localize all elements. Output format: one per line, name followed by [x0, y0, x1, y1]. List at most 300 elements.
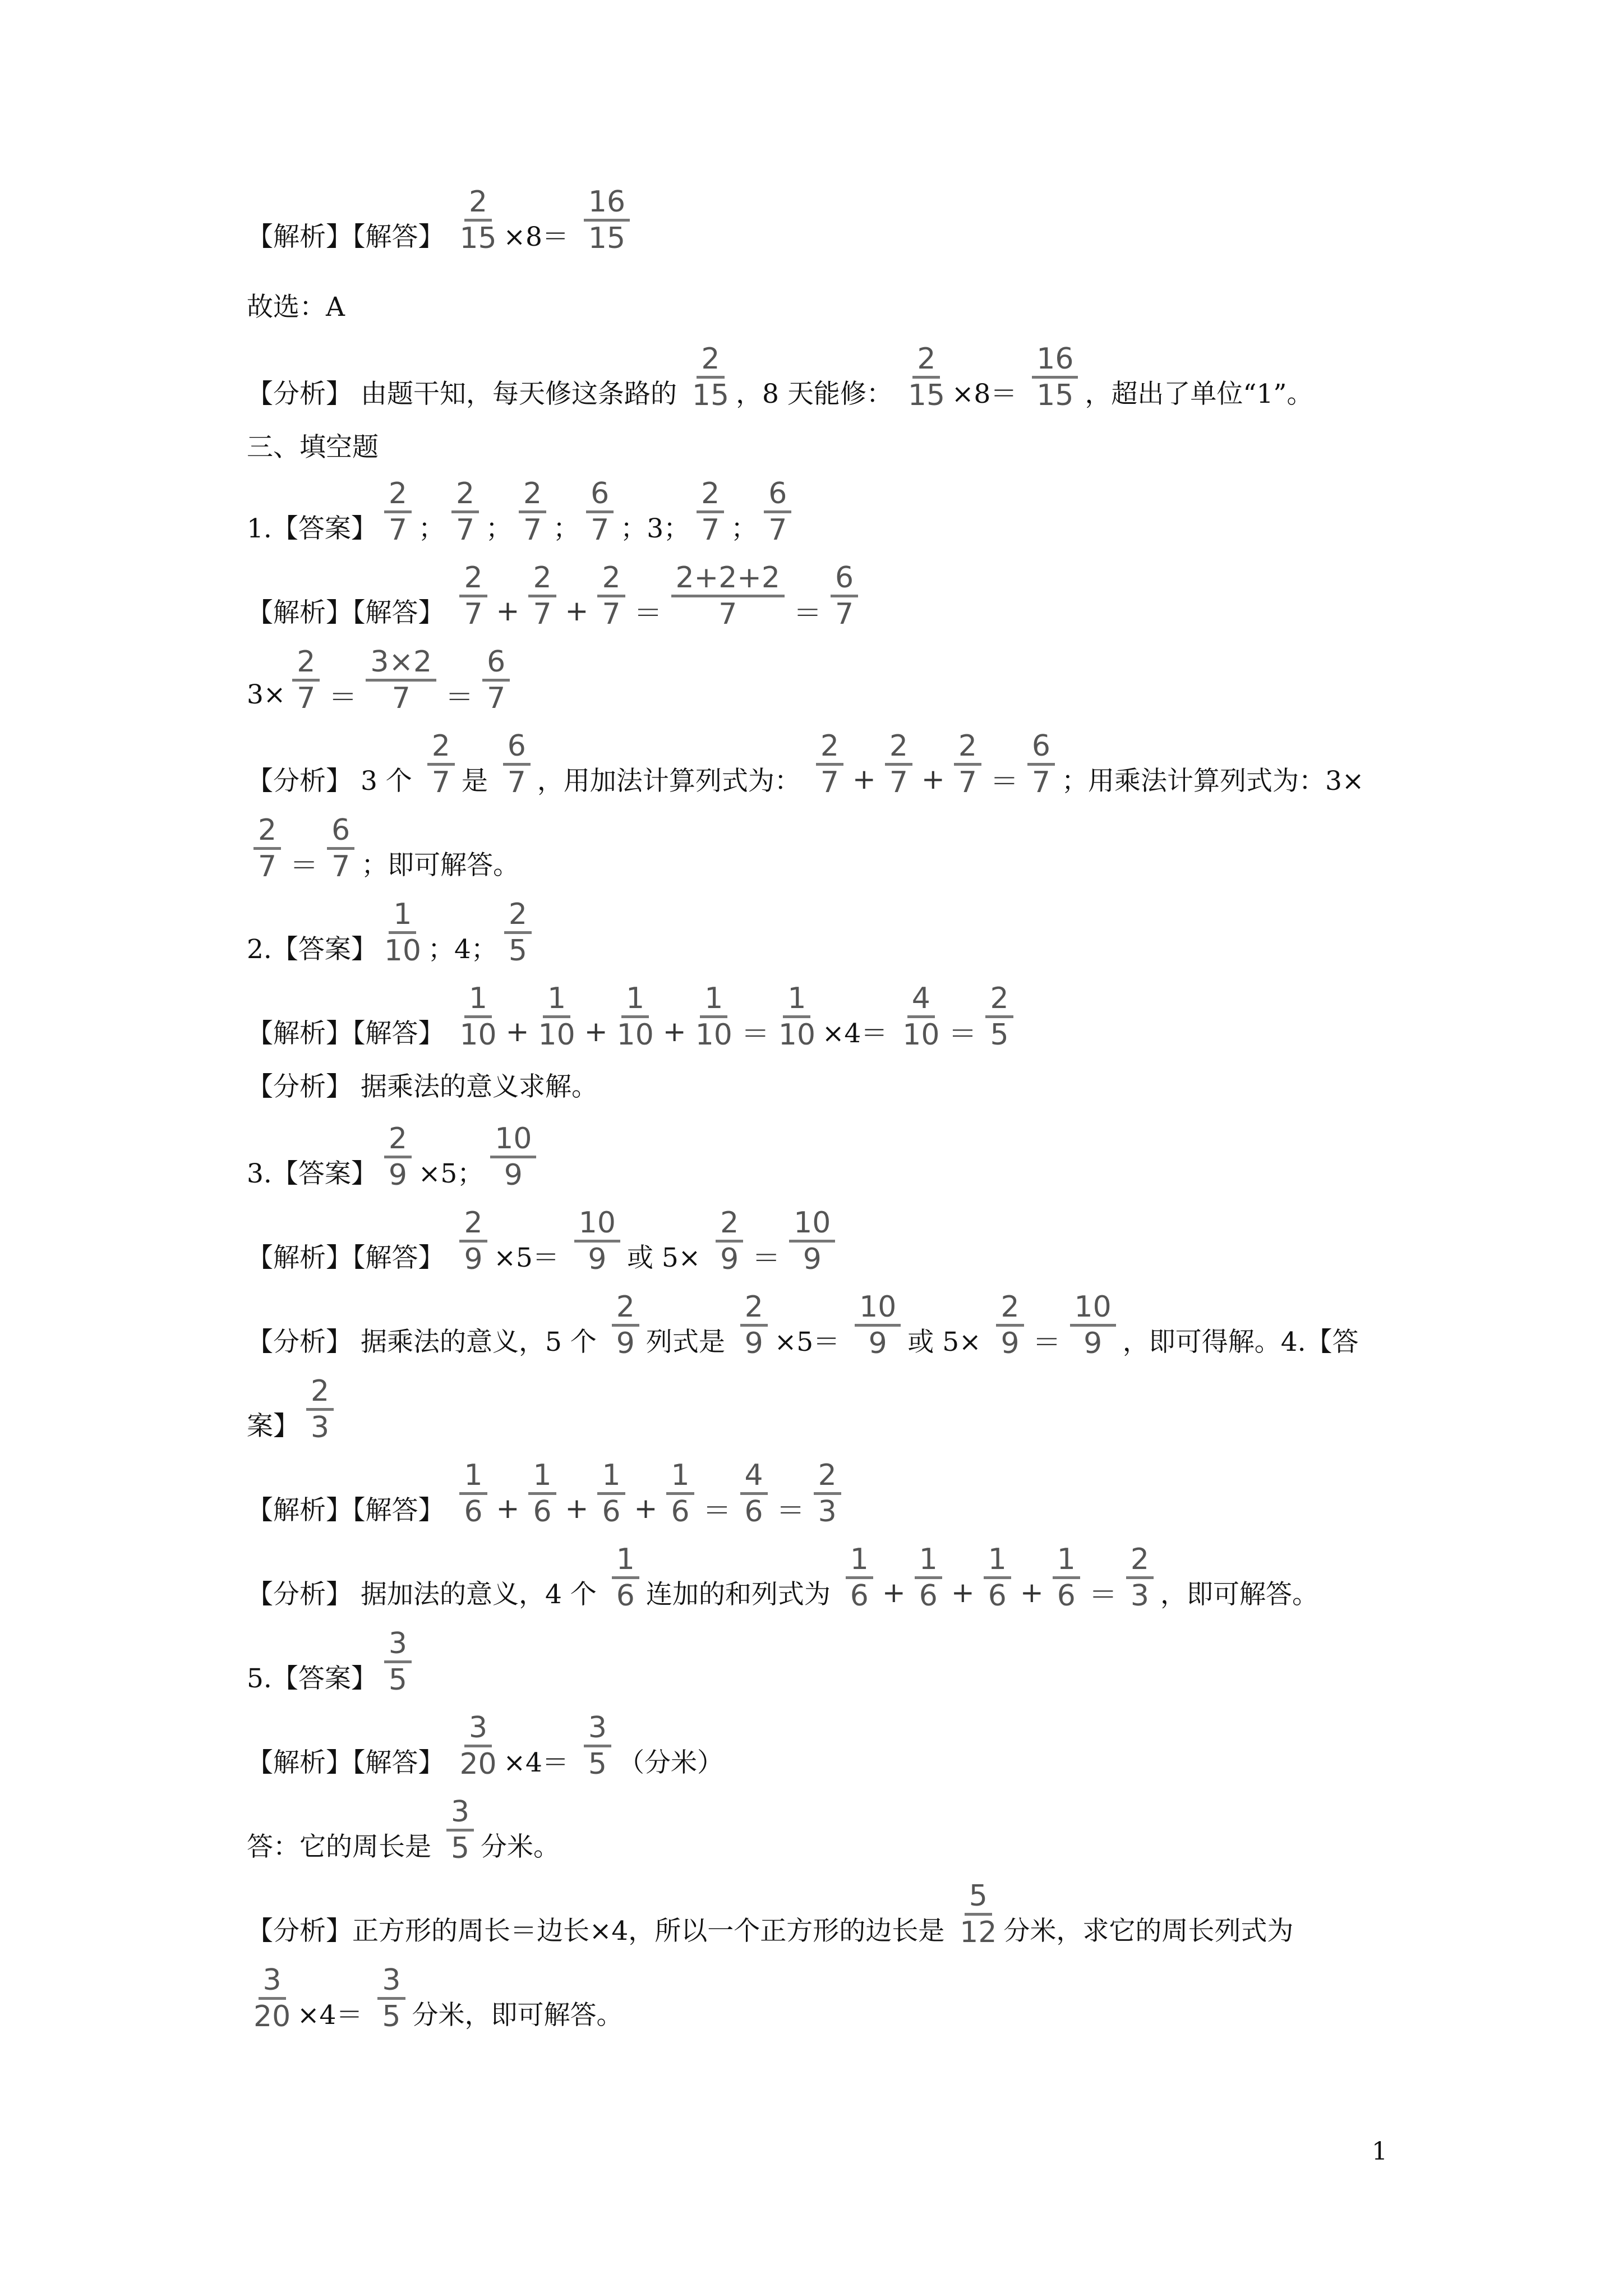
- math-operator: +: [565, 1492, 589, 1525]
- text-line: [247, 1290, 1399, 1373]
- fraction: [666, 1458, 694, 1529]
- fraction-numerator: 1: [666, 1461, 694, 1495]
- fraction-denominator: 5: [450, 1832, 470, 1865]
- fraction: [306, 1374, 334, 1444]
- fraction: [885, 731, 912, 797]
- fraction: [697, 479, 724, 545]
- fraction: [519, 479, 546, 545]
- fraction-numerator: 10: [855, 1292, 901, 1327]
- fraction-numerator: 6: [586, 479, 614, 513]
- math-operator: +: [496, 1492, 520, 1525]
- fraction-numerator: 2: [1126, 1545, 1154, 1579]
- fraction-denominator: 7: [258, 850, 277, 884]
- text-line: [247, 1122, 1399, 1204]
- fraction-numerator: 2: [459, 1208, 487, 1243]
- fraction-denominator: 9: [388, 1158, 407, 1192]
- fraction-numerator: 1: [597, 1461, 625, 1495]
- fraction: [459, 563, 487, 629]
- fraction-numerator: 1: [700, 984, 727, 1018]
- fraction-numerator: 1: [543, 984, 570, 1018]
- text-segment: ×4＝: [297, 2000, 371, 2031]
- fraction-denominator: 6: [533, 1495, 552, 1529]
- fraction-numerator: 2: [954, 731, 981, 766]
- fraction-numerator: 2: [697, 344, 724, 379]
- text-segment: 分米，即可解答。: [412, 2000, 623, 2031]
- fraction-numerator: 3: [384, 1629, 412, 1663]
- fraction: [253, 1963, 291, 2033]
- fraction-numerator: 2: [885, 731, 912, 766]
- fraction-denominator: 5: [990, 1018, 1009, 1052]
- fraction-denominator: 7: [297, 682, 316, 715]
- math-operator: +: [584, 1015, 608, 1048]
- text-segment: 3×: [247, 679, 286, 710]
- fraction-numerator: 2: [519, 479, 546, 513]
- fraction: [459, 187, 496, 253]
- fraction-numerator: 2: [528, 563, 556, 597]
- fraction-denominator: 7: [523, 513, 542, 547]
- text-segment: ；3；: [620, 513, 690, 544]
- fraction-numerator: 1: [846, 1545, 873, 1579]
- fraction: [292, 647, 320, 713]
- fraction-numerator: 1: [528, 1461, 556, 1495]
- fraction-denominator: 15: [1036, 379, 1074, 412]
- fraction-numerator: 2: [292, 647, 320, 682]
- fraction-denominator: 7: [507, 766, 526, 799]
- math-operator: ＝: [1032, 1326, 1061, 1359]
- math-operator: ＝: [990, 765, 1018, 798]
- fraction-numerator: 2: [306, 1377, 334, 1411]
- text-line: [247, 185, 1399, 268]
- text-segment: 答：它的周长是: [247, 1832, 440, 1862]
- fraction-numerator: 3: [464, 1713, 492, 1747]
- text-line: [247, 342, 1399, 425]
- fraction-denominator: 9: [464, 1243, 483, 1276]
- fraction: [253, 813, 281, 884]
- fraction-denominator: 7: [958, 766, 977, 799]
- fraction: [584, 1713, 611, 1779]
- fraction-denominator: 10: [902, 1018, 940, 1052]
- fraction-numerator: 1: [915, 1545, 942, 1579]
- text-segment: ，超出了单位“1”。: [1085, 379, 1313, 409]
- fraction-numerator: 16: [584, 187, 630, 222]
- text-segment: 【解析】【解答】: [247, 1495, 453, 1526]
- text-segment: ；: [731, 513, 758, 544]
- fraction: [814, 1458, 841, 1529]
- text-line: [247, 477, 1399, 559]
- math-operator: +: [852, 762, 876, 795]
- fraction-denominator: 15: [459, 222, 497, 255]
- fraction: [384, 898, 422, 968]
- fraction-denominator: 6: [850, 1579, 869, 1613]
- fraction-numerator: 2: [985, 984, 1013, 1018]
- fraction: [1032, 344, 1078, 410]
- text-segment: 连加的和列式为: [645, 1579, 839, 1610]
- fraction-numerator: 10: [789, 1208, 835, 1243]
- text-segment: 3.【答案】: [247, 1158, 377, 1189]
- fraction-denominator: 9: [504, 1158, 523, 1192]
- fraction-denominator: 10: [695, 1018, 732, 1052]
- fraction: [446, 1797, 474, 1863]
- text-line: [247, 1374, 1399, 1457]
- fraction-denominator: 15: [588, 222, 626, 255]
- math-operator: ＝: [948, 1017, 977, 1050]
- fraction-numerator: 2: [597, 563, 625, 597]
- fraction-denominator: 7: [718, 597, 737, 631]
- text-line: [247, 898, 1399, 980]
- fraction-denominator: 7: [455, 513, 475, 547]
- text-segment: ，即可得解。4.【答: [1122, 1327, 1359, 1358]
- fraction: [459, 1713, 496, 1779]
- fraction-denominator: 10: [616, 1018, 654, 1052]
- text-segment: 【分析】正方形的周长＝边长×4，所以一个正方形的边长是: [247, 1916, 953, 1947]
- fraction-denominator: 6: [919, 1579, 938, 1613]
- fraction-numerator: 1: [459, 1461, 487, 1495]
- fraction-denominator: 7: [391, 682, 411, 715]
- fraction-denominator: 7: [701, 513, 720, 547]
- text-line: [247, 1711, 1399, 1793]
- math-operator: +: [505, 1015, 529, 1048]
- math-operator: +: [565, 594, 589, 627]
- fraction-numerator: 3×2: [366, 647, 436, 682]
- fraction: [427, 731, 455, 797]
- fraction-numerator: 2: [814, 1461, 841, 1495]
- text-segment: 【解析】【解答】: [247, 597, 453, 628]
- math-operator: ＝: [793, 596, 822, 629]
- fraction-numerator: 1: [1053, 1545, 1080, 1579]
- fraction-denominator: 15: [907, 379, 946, 412]
- math-operator: ＝: [290, 849, 319, 882]
- fraction-denominator: 9: [616, 1327, 635, 1360]
- fraction-numerator: 2: [253, 816, 281, 850]
- fraction-numerator: 4: [907, 984, 935, 1018]
- fraction-denominator: 7: [591, 513, 610, 547]
- text-segment: 1.【答案】: [247, 513, 377, 544]
- fraction: [612, 1292, 639, 1358]
- fraction-numerator: 6: [482, 647, 510, 682]
- fraction: [597, 1458, 625, 1529]
- text-line: [247, 286, 1399, 324]
- text-segment: 【解析】【解答】: [247, 1018, 453, 1049]
- fraction-numerator: 6: [764, 479, 791, 513]
- fraction-denominator: 3: [818, 1495, 837, 1529]
- fraction: [996, 1292, 1023, 1358]
- text-line: [247, 1795, 1399, 1878]
- fraction-numerator: 6: [503, 731, 531, 766]
- fraction-denominator: 5: [388, 1663, 407, 1697]
- text-segment: 或 5×: [907, 1327, 990, 1358]
- math-operator: +: [921, 762, 945, 795]
- fraction: [451, 479, 479, 545]
- text-segment: 故选：A: [247, 292, 345, 323]
- text-segment: 或 5×: [626, 1243, 709, 1273]
- math-operator: +: [662, 1015, 686, 1048]
- text-segment: ×5＝: [774, 1327, 849, 1358]
- fraction: [954, 731, 981, 797]
- text-segment: 【分析】 3 个: [247, 766, 421, 797]
- fraction-numerator: 6: [831, 563, 858, 597]
- math-operator: ＝: [741, 1017, 769, 1050]
- fraction: [327, 813, 354, 884]
- fraction-numerator: 10: [1070, 1292, 1116, 1327]
- fraction-denominator: 10: [778, 1018, 816, 1052]
- fraction-numerator: 3: [259, 1966, 286, 2000]
- text-segment: ×8＝: [952, 379, 1026, 409]
- text-line: [247, 813, 1399, 896]
- text-segment: 【分析】 据乘法的意义求解。: [247, 1071, 598, 1102]
- text-segment: 【解析】【解答】: [247, 222, 453, 252]
- math-operator: ＝: [752, 1241, 781, 1274]
- fraction: [584, 187, 630, 253]
- fraction-denominator: 6: [602, 1495, 621, 1529]
- fraction-numerator: 10: [574, 1208, 620, 1243]
- fraction-denominator: 7: [889, 766, 908, 799]
- fraction-denominator: 10: [538, 1018, 575, 1052]
- fraction: [692, 344, 729, 410]
- text-segment: 【分析】 据加法的意义，4 个: [247, 1579, 605, 1610]
- fraction-numerator: 4: [740, 1461, 768, 1495]
- fraction-numerator: 2+2+2: [671, 563, 785, 597]
- page-number: 1: [1372, 2137, 1387, 2166]
- text-segment: 【解析】【解答】: [247, 1747, 453, 1778]
- text-segment: ，即可解答。: [1160, 1579, 1318, 1610]
- fraction-denominator: 7: [820, 766, 839, 799]
- text-line: [247, 1066, 1399, 1103]
- fraction: [915, 1545, 942, 1611]
- fraction-denominator: 6: [616, 1579, 635, 1613]
- text-segment: ，用加法计算列式为：: [537, 766, 809, 797]
- fraction-numerator: 2: [504, 900, 532, 934]
- fraction-denominator: 15: [691, 379, 730, 412]
- fraction-denominator: 9: [868, 1327, 887, 1360]
- fraction-numerator: 3: [377, 1966, 405, 2000]
- fraction: [902, 984, 939, 1050]
- text-line: [247, 645, 1399, 728]
- fraction-numerator: 1: [612, 1545, 639, 1579]
- text-segment: 5.【答案】: [247, 1663, 377, 1694]
- fraction: [1070, 1292, 1116, 1358]
- fraction-denominator: 9: [1000, 1327, 1020, 1360]
- fraction: [695, 984, 732, 1050]
- fraction: [671, 563, 785, 629]
- fraction: [984, 1545, 1011, 1611]
- fraction: [538, 984, 575, 1050]
- text-segment: （分米）: [617, 1747, 723, 1778]
- text-line: [247, 729, 1399, 812]
- fraction-denominator: 7: [768, 513, 787, 547]
- fraction: [846, 1545, 873, 1611]
- fraction: [503, 731, 531, 797]
- fraction-numerator: 6: [327, 816, 354, 850]
- text-segment: ×5；: [418, 1158, 484, 1189]
- text-segment: ；即可解答。: [361, 850, 520, 881]
- fraction-numerator: 2: [697, 479, 724, 513]
- fraction-denominator: 9: [803, 1243, 822, 1276]
- text-segment: 【解析】【解答】: [247, 1243, 453, 1273]
- text-segment: 【分析】 由题干知，每天修这条路的: [247, 379, 685, 409]
- fraction-denominator: 5: [382, 2000, 401, 2033]
- fraction-numerator: 10: [490, 1124, 536, 1158]
- math-operator: +: [882, 1576, 906, 1609]
- text-segment: ×8＝: [503, 222, 577, 252]
- fraction: [586, 479, 614, 545]
- text-segment: ×4＝: [503, 1747, 577, 1778]
- math-operator: +: [496, 594, 520, 627]
- fraction-denominator: 9: [1083, 1327, 1103, 1360]
- fraction-numerator: 1: [464, 984, 492, 1018]
- fraction: [574, 1208, 620, 1274]
- text-segment: ；4；: [428, 934, 497, 965]
- text-line: [247, 1206, 1399, 1289]
- fraction-numerator: 2: [384, 479, 412, 513]
- fraction: [778, 984, 815, 1050]
- fraction-denominator: 6: [1057, 1579, 1076, 1613]
- math-operator: ＝: [1089, 1578, 1117, 1611]
- fraction: [816, 731, 843, 797]
- fraction: [831, 563, 858, 629]
- fraction: [789, 1208, 835, 1274]
- fraction-denominator: 6: [744, 1495, 763, 1529]
- fraction-denominator: 9: [588, 1243, 607, 1276]
- math-operator: +: [951, 1576, 975, 1609]
- fraction-numerator: 6: [1027, 731, 1055, 766]
- fraction: [459, 1208, 487, 1274]
- fraction-denominator: 10: [459, 1018, 497, 1052]
- fraction: [612, 1545, 639, 1611]
- math-operator: ＝: [634, 596, 662, 629]
- fraction: [908, 344, 945, 410]
- text-segment: 三、填空题: [247, 432, 379, 463]
- text-line: [247, 426, 1399, 464]
- text-line: [247, 561, 1399, 643]
- text-segment: 【分析】 据乘法的意义，5 个: [247, 1327, 605, 1358]
- text-segment: ×5＝: [494, 1243, 568, 1273]
- fraction-numerator: 5: [965, 1881, 992, 1916]
- fraction-numerator: 1: [621, 984, 649, 1018]
- fraction-denominator: 10: [384, 934, 422, 968]
- text-segment: 分米，求它的周长列式为: [1003, 1916, 1294, 1947]
- fraction-denominator: 7: [1031, 766, 1051, 799]
- math-operator: ＝: [776, 1494, 805, 1527]
- fraction-numerator: 16: [1032, 344, 1078, 379]
- fraction: [366, 647, 436, 713]
- fraction-numerator: 3: [446, 1797, 474, 1832]
- fraction-denominator: 7: [602, 597, 621, 631]
- text-line: [247, 1963, 1399, 2046]
- fraction: [384, 1629, 412, 1695]
- text-segment: 案】: [247, 1411, 299, 1442]
- fraction: [960, 1881, 997, 1947]
- text-segment: 2.【答案】: [247, 934, 377, 965]
- fraction-denominator: 5: [588, 1747, 607, 1781]
- fraction-denominator: 7: [464, 597, 483, 631]
- text-line: [247, 982, 1399, 1064]
- fraction-numerator: 1: [783, 984, 810, 1018]
- fraction: [482, 647, 510, 713]
- fraction-numerator: 1: [984, 1545, 1011, 1579]
- fraction: [716, 1208, 743, 1274]
- fraction: [855, 1292, 901, 1358]
- text-segment: ；用乘法计算列式为：3×: [1062, 766, 1364, 797]
- fraction-denominator: 20: [253, 2000, 291, 2033]
- fraction: [490, 1124, 536, 1190]
- fraction-numerator: 2: [816, 731, 843, 766]
- fraction-denominator: 6: [671, 1495, 690, 1529]
- fraction-numerator: 2: [427, 731, 455, 766]
- fraction: [459, 984, 496, 1050]
- fraction-denominator: 7: [487, 682, 506, 715]
- fraction-numerator: 2: [740, 1292, 768, 1327]
- text-segment: 是: [461, 766, 496, 797]
- fraction-denominator: 5: [508, 934, 528, 968]
- text-segment: ，8 天能修：: [736, 379, 901, 409]
- fraction: [377, 1963, 405, 2033]
- fraction-denominator: 7: [431, 766, 450, 799]
- fraction: [504, 898, 532, 968]
- text-line: [247, 1627, 1399, 1709]
- fraction: [384, 479, 412, 545]
- fraction: [1053, 1545, 1080, 1611]
- fraction-numerator: 1: [389, 900, 416, 934]
- text-segment: 列式是: [645, 1327, 734, 1358]
- math-operator: ＝: [329, 680, 357, 714]
- fraction-numerator: 2: [384, 1124, 412, 1158]
- math-operator: ＝: [703, 1494, 731, 1527]
- fraction: [528, 1458, 556, 1529]
- fraction-numerator: 2: [612, 1292, 639, 1327]
- fraction-denominator: 6: [464, 1495, 483, 1529]
- fraction: [985, 984, 1013, 1050]
- fraction-numerator: 2: [996, 1292, 1023, 1327]
- fraction: [384, 1124, 412, 1190]
- text-line: [247, 1879, 1399, 1962]
- fraction: [459, 1458, 487, 1529]
- fraction: [1027, 731, 1055, 797]
- fraction: [740, 1292, 768, 1358]
- fraction-numerator: 2: [459, 563, 487, 597]
- text-segment: ×4＝: [822, 1018, 896, 1049]
- fraction-denominator: 3: [311, 1411, 330, 1444]
- fraction: [764, 479, 791, 545]
- fraction: [1126, 1545, 1154, 1611]
- fraction: [597, 563, 625, 629]
- fraction-denominator: 7: [834, 597, 854, 631]
- text-segment: ；: [553, 513, 580, 544]
- text-segment: 分米。: [481, 1832, 560, 1862]
- fraction-denominator: 12: [960, 1916, 997, 1949]
- fraction: [528, 563, 556, 629]
- math-operator: ＝: [445, 680, 474, 714]
- fraction-denominator: 9: [720, 1243, 739, 1276]
- fraction-denominator: 3: [1130, 1579, 1149, 1613]
- math-operator: +: [1020, 1576, 1044, 1609]
- text-segment: ；: [486, 513, 513, 544]
- fraction-numerator: 2: [912, 344, 940, 379]
- math-operator: +: [634, 1492, 658, 1525]
- fraction: [740, 1458, 768, 1529]
- text-segment: ；: [418, 513, 445, 544]
- fraction-denominator: 7: [388, 513, 407, 547]
- fraction-denominator: 20: [459, 1747, 497, 1781]
- fraction-numerator: 2: [464, 187, 492, 222]
- fraction-denominator: 6: [988, 1579, 1007, 1613]
- fraction-denominator: 7: [331, 850, 351, 884]
- text-line: [247, 1543, 1399, 1625]
- text-line: [247, 1458, 1399, 1541]
- fraction: [617, 984, 654, 1050]
- fraction-numerator: 3: [584, 1713, 611, 1747]
- fraction-numerator: 2: [451, 479, 479, 513]
- fraction-denominator: 9: [744, 1327, 763, 1360]
